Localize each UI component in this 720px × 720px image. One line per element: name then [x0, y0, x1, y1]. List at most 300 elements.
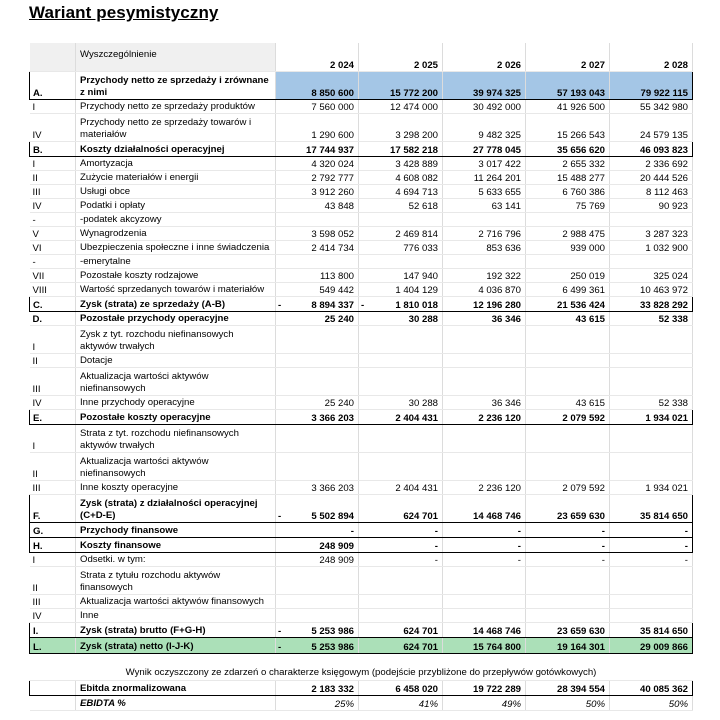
value-text: 75 769: [575, 200, 605, 212]
value-cell: [526, 268, 610, 282]
value-cell: [276, 226, 359, 240]
value-text: 4 694 713: [395, 186, 438, 198]
value-cell: [359, 409, 443, 424]
value-cell: [276, 409, 359, 424]
value-text: 90 923: [658, 200, 688, 212]
value-cell: [276, 113, 359, 141]
row-label: Zysk z tyt. rozchodu niefinansowych aktywów trwałych: [76, 325, 276, 353]
table-row: [30, 282, 693, 296]
value-cell: [276, 170, 359, 184]
value-cell: [610, 254, 693, 268]
value-text: 8 112 463: [646, 186, 688, 198]
value-text: 23 659 630: [556, 625, 605, 637]
value-text: 2 236 120: [478, 412, 521, 424]
row-number: III: [30, 594, 76, 608]
note-text: Wynik oczyszczony ze zdarzeń o charakterze księgowym (podejście przybliżone do przepływów gotówkowych): [30, 665, 693, 680]
value-cell: [443, 424, 526, 452]
value-text: 5 633 655: [478, 186, 521, 198]
value-text: -: [350, 525, 354, 537]
value-text: 1 404 129: [395, 284, 438, 296]
row-number: [30, 680, 76, 695]
value-text: 1 934 021: [645, 482, 688, 494]
value-text: 3 366 203: [311, 482, 354, 494]
value-cell: [276, 99, 359, 113]
table-row: [30, 212, 693, 226]
negative-sign: -: [278, 299, 282, 311]
value-text: 624 701: [403, 625, 438, 637]
value-text: 5 502 894: [311, 510, 354, 522]
value-cell: [610, 156, 693, 170]
value-text: 5 253 986: [311, 641, 354, 653]
value-text: 36 346: [491, 313, 521, 325]
value-cell: [359, 113, 443, 141]
value-cell: [359, 608, 443, 622]
value-text: 46 093 823: [639, 144, 688, 156]
value-cell: [276, 566, 359, 594]
value-text: -: [434, 540, 438, 552]
value-cell: [526, 622, 610, 637]
value-cell: [276, 268, 359, 282]
row-number: I: [30, 424, 76, 452]
value-text: 248 909: [319, 540, 354, 552]
value-text: 1 934 021: [645, 412, 688, 424]
row-label: Amortyzacja: [76, 156, 276, 170]
value-cell: [276, 367, 359, 395]
value-cell: [359, 480, 443, 494]
value-cell: [610, 480, 693, 494]
value-cell: [443, 254, 526, 268]
value-text: 2 236 120: [478, 482, 521, 494]
value-cell: 2 183 332: [276, 680, 359, 695]
value-text: 30 288: [408, 313, 438, 325]
value-text: 4 608 082: [395, 172, 438, 184]
row-number: I: [30, 99, 76, 113]
value-cell: [443, 353, 526, 367]
value-cell: [276, 622, 359, 637]
value-cell: 25%: [276, 695, 359, 710]
value-cell: [526, 494, 610, 522]
row-label: Inne przychody operacyjne: [76, 395, 276, 409]
value-cell: [526, 226, 610, 240]
value-cell: [526, 156, 610, 170]
value-cell: [443, 141, 526, 156]
row-number: II: [30, 170, 76, 184]
row-label: Przychody netto ze sprzedaży towarów i materiałów: [76, 113, 276, 141]
value-cell: [443, 522, 526, 537]
value-text: 57 193 043: [556, 87, 605, 99]
table-row: [30, 156, 693, 170]
row-label: Aktualizacja wartości aktywów finansowych: [76, 594, 276, 608]
spacer-cell: [30, 653, 693, 665]
value-cell: [443, 311, 526, 325]
row-number: -: [30, 212, 76, 226]
value-cell: [610, 537, 693, 552]
row-label: Zysk (strata) brutto (F+G-H): [76, 622, 276, 637]
row-number: II: [30, 452, 76, 480]
value-cell: [610, 409, 693, 424]
header-row: [30, 43, 693, 71]
value-cell: [359, 566, 443, 594]
value-cell: [443, 226, 526, 240]
value-cell: [276, 452, 359, 480]
value-cell: [610, 552, 693, 566]
value-cell: [359, 170, 443, 184]
row-number: B.: [30, 141, 76, 156]
value-text: 79 922 115: [640, 87, 688, 99]
value-text: 52 338: [658, 397, 688, 409]
row-label: Koszty finansowe: [76, 537, 276, 552]
row-label: Ebitda znormalizowana: [76, 680, 276, 695]
value-cell: [526, 424, 610, 452]
value-text: 2 792 777: [311, 172, 354, 184]
value-cell: [359, 282, 443, 296]
header-year: 2 027: [526, 43, 610, 71]
table-row: [30, 367, 693, 395]
page-title: Wariant pesymistyczny: [29, 3, 219, 22]
value-text: -: [601, 554, 605, 566]
value-text: 2 469 814: [395, 228, 438, 240]
value-cell: [443, 494, 526, 522]
row-number: [30, 695, 76, 710]
row-label: Strata z tytułu rozchodu aktywów finansowych: [76, 566, 276, 594]
value-cell: [610, 494, 693, 522]
table-body: [30, 43, 693, 710]
value-cell: [610, 282, 693, 296]
row-label: Aktualizacja wartości aktywów niefinansowych: [76, 452, 276, 480]
value-text: 12 474 000: [389, 101, 438, 113]
row-label: Przychody finansowe: [76, 522, 276, 537]
value-text: 5 253 986: [311, 625, 354, 637]
value-cell: [276, 424, 359, 452]
row-number: V: [30, 226, 76, 240]
negative-sign: -: [278, 625, 282, 637]
value-text: 2 988 475: [562, 228, 605, 240]
value-cell: [610, 99, 693, 113]
value-text: -: [517, 525, 521, 537]
value-cell: [359, 552, 443, 566]
value-cell: [276, 254, 359, 268]
value-cell: [443, 452, 526, 480]
value-cell: [443, 282, 526, 296]
table-row: [30, 226, 693, 240]
value-cell: [526, 566, 610, 594]
value-text: 2 404 431: [395, 482, 438, 494]
value-cell: [526, 353, 610, 367]
value-cell: [443, 71, 526, 99]
row-number: I.: [30, 622, 76, 637]
table-row: [30, 537, 693, 552]
value-cell: [610, 296, 693, 311]
value-text: 3 366 203: [311, 412, 354, 424]
value-cell: [526, 254, 610, 268]
value-cell: [276, 522, 359, 537]
value-cell: 19 722 289: [443, 680, 526, 695]
table-row: [30, 594, 693, 608]
value-cell: [526, 522, 610, 537]
value-cell: [610, 353, 693, 367]
table-row: [30, 184, 693, 198]
table-row: [30, 353, 693, 367]
value-cell: [359, 212, 443, 226]
row-label: Odsetki. w tym:: [76, 552, 276, 566]
value-text: 8 894 337: [311, 299, 354, 311]
row-label: Dotacje: [76, 353, 276, 367]
value-cell: [359, 198, 443, 212]
value-cell: 50%: [526, 695, 610, 710]
table-row: [30, 637, 693, 653]
value-cell: 6 458 020: [359, 680, 443, 695]
value-cell: [610, 325, 693, 353]
value-cell: 49%: [443, 695, 526, 710]
value-text: 624 701: [403, 641, 438, 653]
value-cell: [443, 409, 526, 424]
value-cell: [359, 622, 443, 637]
value-cell: [526, 480, 610, 494]
row-number: III: [30, 184, 76, 198]
value-text: 15 266 543: [556, 129, 605, 141]
value-cell: [526, 296, 610, 311]
value-text: 14 468 746: [472, 510, 521, 522]
value-cell: [276, 608, 359, 622]
value-cell: [610, 452, 693, 480]
value-cell: [276, 395, 359, 409]
value-cell: [359, 537, 443, 552]
row-label: Inne: [76, 608, 276, 622]
table-row: [30, 452, 693, 480]
value-cell: [443, 268, 526, 282]
row-label: Zużycie materiałów i energii: [76, 170, 276, 184]
value-text: 113 800: [320, 270, 354, 282]
value-cell: [526, 71, 610, 99]
value-cell: [359, 424, 443, 452]
row-label: Pozostałe koszty operacyjne: [76, 409, 276, 424]
value-cell: [276, 552, 359, 566]
value-cell: 40 085 362: [610, 680, 693, 695]
value-cell: [443, 622, 526, 637]
value-text: 7 560 000: [311, 101, 354, 113]
value-text: 10 463 972: [639, 284, 688, 296]
value-text: 52 338: [658, 313, 688, 325]
value-cell: [526, 113, 610, 141]
row-label: Usługi obce: [76, 184, 276, 198]
financial-table: [29, 43, 693, 711]
value-cell: [610, 311, 693, 325]
value-cell: [359, 311, 443, 325]
value-cell: [276, 240, 359, 254]
value-text: 39 974 325: [472, 87, 521, 99]
row-label: Przychody netto ze sprzedaży i zrównane z nimi: [76, 71, 276, 99]
value-text: 17 744 937: [305, 144, 354, 156]
value-cell: [610, 566, 693, 594]
value-text: 1 290 600: [311, 129, 354, 141]
row-label: Pozostałe koszty rodzajowe: [76, 268, 276, 282]
value-cell: [359, 594, 443, 608]
row-number: VI: [30, 240, 76, 254]
value-text: 549 442: [319, 284, 354, 296]
row-number: H.: [30, 537, 76, 552]
value-cell: [610, 522, 693, 537]
row-number: III: [30, 480, 76, 494]
value-text: 12 196 280: [472, 299, 521, 311]
value-cell: [526, 537, 610, 552]
table-row: [30, 552, 693, 566]
value-cell: [443, 395, 526, 409]
value-text: 147 940: [403, 270, 438, 282]
row-number: IV: [30, 198, 76, 212]
value-text: 325 024: [653, 270, 688, 282]
value-text: 2 079 592: [562, 482, 605, 494]
table-row: [30, 71, 693, 99]
value-text: 43 615: [575, 313, 605, 325]
table-row: [30, 240, 693, 254]
value-text: 23 659 630: [556, 510, 605, 522]
value-cell: [526, 325, 610, 353]
value-cell: [610, 141, 693, 156]
row-number: E.: [30, 409, 76, 424]
row-label: Aktualizacja wartości aktywów niefinansowych: [76, 367, 276, 395]
value-cell: [443, 240, 526, 254]
value-cell: [443, 552, 526, 566]
value-cell: [359, 254, 443, 268]
ebitda-percent-row: [30, 695, 693, 710]
value-text: 776 033: [403, 242, 438, 254]
value-text: 33 828 292: [639, 299, 688, 311]
value-text: 853 636: [486, 242, 521, 254]
ebitda-row: [30, 680, 693, 695]
value-text: -: [601, 540, 605, 552]
value-cell: 50%: [610, 695, 693, 710]
row-number: G.: [30, 522, 76, 537]
value-cell: [526, 367, 610, 395]
value-cell: [443, 367, 526, 395]
table-row: [30, 311, 693, 325]
value-cell: [359, 99, 443, 113]
value-text: 3 298 200: [395, 129, 438, 141]
value-cell: [359, 353, 443, 367]
value-cell: [276, 637, 359, 653]
table-row: [30, 424, 693, 452]
table-row: [30, 99, 693, 113]
value-cell: [443, 480, 526, 494]
value-cell: [359, 452, 443, 480]
negative-sign: -: [278, 510, 282, 522]
value-text: 30 492 000: [472, 101, 521, 113]
note-row: [30, 665, 693, 680]
value-cell: [359, 71, 443, 99]
value-text: 2 404 431: [395, 412, 438, 424]
value-cell: [610, 637, 693, 653]
value-cell: [610, 395, 693, 409]
value-cell: [443, 156, 526, 170]
value-cell: [526, 170, 610, 184]
value-cell: [359, 226, 443, 240]
value-cell: [610, 622, 693, 637]
value-cell: [610, 424, 693, 452]
value-cell: [526, 552, 610, 566]
value-cell: [526, 198, 610, 212]
row-label: -emerytalne: [76, 254, 276, 268]
value-text: 192 322: [486, 270, 521, 282]
value-text: 6 760 386: [562, 186, 605, 198]
value-cell: 28 394 554: [526, 680, 610, 695]
table-row: [30, 268, 693, 282]
value-cell: [610, 367, 693, 395]
value-cell: [610, 198, 693, 212]
value-text: 55 342 980: [639, 101, 688, 113]
row-label: Podatki i opłaty: [76, 198, 276, 212]
value-text: 624 701: [403, 510, 438, 522]
value-cell: [526, 141, 610, 156]
header-year: 2 025: [359, 43, 443, 71]
row-number: I: [30, 552, 76, 566]
value-cell: [526, 240, 610, 254]
value-text: 2 716 796: [478, 228, 521, 240]
table-row: [30, 622, 693, 637]
header-year: 2 024: [276, 43, 359, 71]
row-label: -podatek akcyzowy: [76, 212, 276, 226]
value-text: 939 000: [570, 242, 605, 254]
row-number: L.: [30, 637, 76, 653]
value-cell: [276, 71, 359, 99]
value-cell: [276, 353, 359, 367]
value-cell: [276, 537, 359, 552]
value-cell: [443, 212, 526, 226]
value-cell: [276, 156, 359, 170]
value-text: 1 032 900: [645, 242, 688, 254]
value-text: 3 287 323: [645, 228, 688, 240]
value-cell: [443, 99, 526, 113]
value-cell: [526, 608, 610, 622]
value-text: 15 772 200: [389, 87, 438, 99]
value-text: -: [434, 525, 438, 537]
value-text: 1 810 018: [395, 299, 438, 311]
value-text: 3 912 260: [311, 186, 354, 198]
value-text: 3 017 422: [478, 158, 521, 170]
value-text: 36 346: [491, 397, 521, 409]
row-number: IV: [30, 395, 76, 409]
value-text: 17 582 218: [389, 144, 438, 156]
value-text: 35 814 650: [639, 510, 688, 522]
value-cell: [526, 212, 610, 226]
value-cell: [276, 325, 359, 353]
value-cell: [443, 113, 526, 141]
value-cell: [610, 226, 693, 240]
value-text: 4 320 024: [311, 158, 354, 170]
row-label: Wartość sprzedanych towarów i materiałów: [76, 282, 276, 296]
row-number: IV: [30, 113, 76, 141]
value-text: 41 926 500: [556, 101, 605, 113]
value-cell: [526, 594, 610, 608]
negative-sign: -: [278, 641, 282, 653]
value-cell: [276, 282, 359, 296]
value-cell: [276, 594, 359, 608]
value-text: 3 598 052: [311, 228, 354, 240]
value-text: 2 336 692: [645, 158, 688, 170]
header-number-cell: [30, 43, 76, 71]
value-text: 19 164 301: [556, 641, 605, 653]
row-number: I: [30, 156, 76, 170]
value-text: 248 909: [319, 554, 354, 566]
value-cell: 41%: [359, 695, 443, 710]
value-text: 27 778 045: [472, 144, 521, 156]
value-cell: [610, 71, 693, 99]
table-row: [30, 141, 693, 156]
value-text: 2 414 734: [311, 242, 354, 254]
value-cell: [443, 296, 526, 311]
row-number: C.: [30, 296, 76, 311]
value-cell: [276, 184, 359, 198]
value-text: 250 019: [570, 270, 605, 282]
